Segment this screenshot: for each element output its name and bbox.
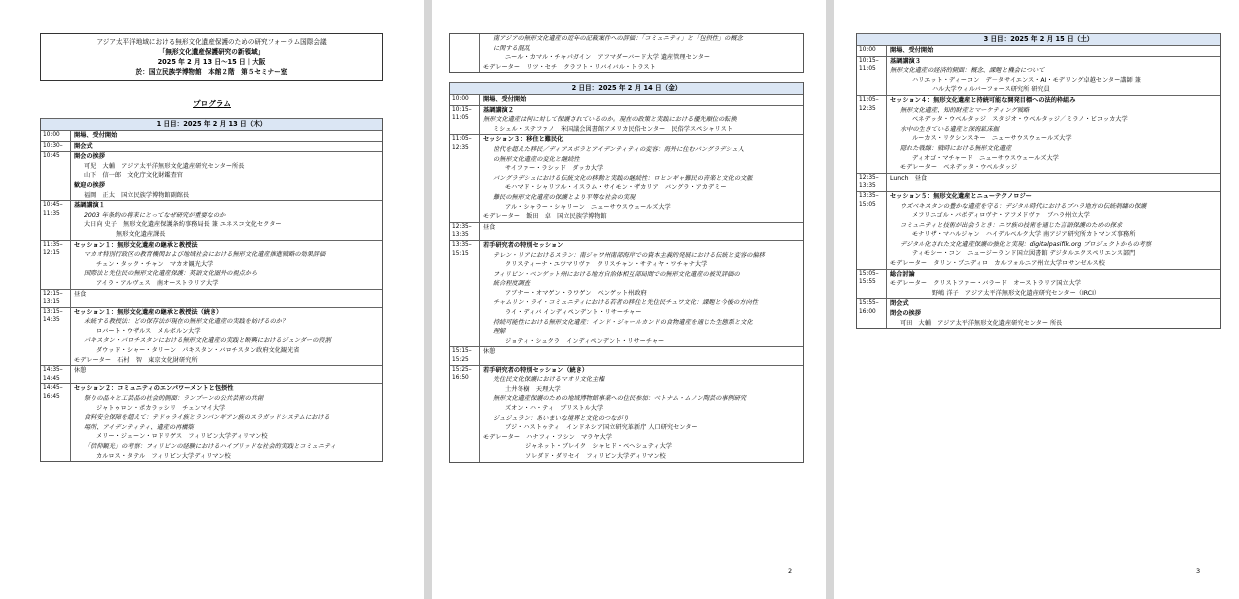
content-cell <box>71 201 382 239</box>
entry-line: ハリエット・ディーコン デ－タサイエンス・AI・モデリング卓越センター講師 兼 <box>912 76 1141 84</box>
entry-line: ウズベキスタンの豊かな遺産を守る：デジタル時代におけるブハラ地方の伝統刺繍の保護 <box>900 202 1147 210</box>
schedule-row <box>450 105 803 135</box>
content-cell <box>71 152 382 200</box>
entry-line: 祭りの品々と工芸品の社会的側面：ランプーンの公共芸術の共創 <box>84 395 264 403</box>
schedule-row <box>450 240 803 347</box>
content-cell <box>480 223 803 240</box>
time-cell: 14:35– 14:45 <box>41 366 71 383</box>
entry-line: 「信仰観光」の考察：フィリピンの経験におけるハイブリッドな社会的実践とコミュニティ <box>84 443 336 450</box>
entry-line: ズオン・ハ・ティ ブリストル大学 <box>505 405 604 412</box>
entry-line: モデレーター タリン・ブニディロ カルフォルニア州立大学ロサンゼルス校 <box>890 260 1105 268</box>
content-cell <box>71 142 382 152</box>
entry-line: 可児 大輔 アジア太平洋無形文化遺産研究センター所長 <box>84 162 245 170</box>
schedule-row <box>857 56 1220 95</box>
schedule-row <box>857 173 1220 191</box>
schedule-row <box>857 298 1220 328</box>
day-heading: 2 日目：2025 年 2 月 14 日（金） <box>450 82 803 94</box>
schedule-row <box>450 346 803 364</box>
entry-line: 持続可能性における無形文化遺産：インド・ジャールカンドの食物遺産を通じた生態系と文化 <box>493 318 753 326</box>
content-cell <box>480 95 803 105</box>
content-cell <box>887 192 1220 269</box>
entry-line: セッション４：無形文化遺産と持続可能な開発目標への法的枠組み <box>890 96 1076 104</box>
content-cell <box>71 366 382 383</box>
time-cell: 10:15– 11:05 <box>857 57 887 95</box>
entry-line: セッション１：無形文化遺産の継承と教授法（続き） <box>74 308 223 316</box>
schedule-row <box>41 365 382 383</box>
entry-line: 開会式 <box>74 142 93 150</box>
entry-line: コミュニティと技術が出会うとき：ニワ族の技術を通じた言語保護のための探求 <box>900 221 1123 229</box>
time-cell: 11:05– 12:35 <box>857 96 887 173</box>
entry-line: カルロス・タテル フィリピン大学ディリマン校 <box>96 452 231 460</box>
entry-line: ニール・カマル・チャパガイン アフマダーバード大学 遺産管理センター <box>505 54 711 62</box>
page-1 <box>0 0 424 599</box>
entry-line: ダウッド・シャー・タリーン パキスタン・バロチスタン政府文化観光省 <box>96 347 300 355</box>
time-cell: 14:45– 16:45 <box>41 384 71 461</box>
entry-line: 開場、受付開始 <box>483 96 527 103</box>
content-cell <box>887 299 1220 328</box>
entry-line: 総合討論 <box>890 270 915 278</box>
program-title: プログラム <box>193 99 231 108</box>
time-cell: 11:35– 12:15 <box>41 241 71 289</box>
entry-line: 開場、受付開始 <box>890 47 934 54</box>
conference-header <box>40 33 383 81</box>
schedule-row <box>450 134 803 221</box>
entry-line: モデレーター ハナフィ・フシン マラヤ大学 <box>483 433 612 441</box>
page-3 <box>834 0 1239 599</box>
schedule-row <box>857 269 1220 299</box>
schedule-row <box>450 94 803 105</box>
entry-line: ミシェル・ステファノ 米国議会図書館アメリカ民俗センター 民俗学スペシャリスト <box>493 125 734 133</box>
day-heading: 1 日目：2025 年 2 月 13 日（木） <box>41 118 382 130</box>
schedule-table-day1 <box>40 118 383 462</box>
entry-line: ロバート・ウザルス メルボルン大学 <box>96 327 201 335</box>
entry-line: ルーカス・リクシンスキー ニューサウスウェールズ大学 <box>912 135 1072 143</box>
entry-line: 開会の挨拶 <box>74 153 105 161</box>
time-cell: 12:35– 13:35 <box>450 223 480 240</box>
content-cell <box>480 366 803 462</box>
entry-line: パキスタン・バロチスタンにおける無形文化遺産の実践と断興におけるジェンダーの役割 <box>84 337 331 345</box>
page-2 <box>432 0 826 599</box>
content-cell <box>71 131 382 141</box>
entry-line: 無形文化遺産の経済的側面：概念、課題と機会について <box>890 67 1045 75</box>
schedule-row <box>41 289 382 307</box>
entry-line: の無形文化遺産の変化と継続性 <box>493 155 580 163</box>
entry-line: ジョティ・シュクラ インディペンデント・リサーチャー <box>505 337 665 345</box>
schedule-row <box>41 151 382 200</box>
content-cell <box>480 34 803 72</box>
entry-line: チャムリン・ライ・コミュニティにおける若者の移住と先住民チュワ文化：課題と今後の方向性 <box>493 299 758 307</box>
entry-line: チェン・タック・チャン マカオ観光大学 <box>96 260 214 268</box>
time-cell: 10:15– 11:05 <box>450 106 480 135</box>
entry-line: に関する混乱 <box>493 44 531 52</box>
time-cell: 13:35– 15:15 <box>450 241 480 347</box>
entry-line: 可田 大輔 アジア太平洋無形文化遺産研究センター 所長 <box>900 319 1063 327</box>
entry-line: 国際法と先住民の無形文化遺産保護：英語文化圏外の視点から <box>84 270 258 278</box>
entry-line: テレン・リアにおけるスラン：南ジャワ州南部海岸での資本主義的発展における伝統と変容の偏移 <box>493 251 765 259</box>
entry-line: 場所、アイデンティティ、遺産の再構築 <box>84 423 194 431</box>
content-cell <box>887 96 1220 173</box>
entry-line: モデレーター クリストファー・バラード オーストラリア国立大学 <box>890 280 1081 288</box>
entry-line: ソレダド・ダリセイ フィリピン大学ディリマン校 <box>525 452 666 460</box>
entry-line: モナリザ・マハルジャン ハイデルベルク大学 南アジア研究所カトマンズ事務所 <box>912 231 1136 239</box>
entry-line: 休憩 <box>74 367 87 375</box>
schedule-row <box>450 365 803 462</box>
entry-line: 基調講演１ <box>74 202 105 210</box>
entry-line: 統合程度調査 <box>493 280 531 288</box>
entry-line: 昼食 <box>483 223 496 231</box>
entry-line: 食料安全保障を超えて：テドゥライ族とランバンギアン族のスラガッドシステムにおける <box>84 414 330 422</box>
entry-line: 無形文化遺産は何に対して保護されているのか。現在の政策と実践における優先順位の転換 <box>483 116 737 124</box>
schedule-table-day3 <box>856 33 1221 329</box>
entry-line: 歓迎の挨拶 <box>74 181 105 189</box>
entry-line: アイラ・アルヴェス 南オーストラリア大学 <box>96 279 219 287</box>
entry-line: セッション３：移住と難民化 <box>483 136 564 144</box>
schedule-row <box>857 45 1220 56</box>
entry-line: 山下 信一郎 文化庁文化財鑑査官 <box>84 172 183 180</box>
time-cell: 10:45 <box>41 152 71 200</box>
day-heading: 3 日目：2025 年 2 月 15 日（土） <box>857 33 1220 45</box>
entry-line: 理解 <box>493 328 506 336</box>
entry-line: 未統する教授法：どの保存法が現在の無形文化遺産の実践を妨げるのか？ <box>84 318 289 326</box>
entry-line: ハル大学ウィルバーフォース研究所 研究員 <box>932 86 1050 94</box>
time-cell: 12:35– 13:35 <box>857 174 887 191</box>
entry-line: 土井冬樹 天理大学 <box>505 385 561 393</box>
entry-line: クリスティーナ・ユツマリヴァ クリスチャン・サティヤ・ワチャナ大学 <box>505 261 708 269</box>
entry-line: 休憩 <box>483 348 496 356</box>
entry-line: ディオゴ・マチャード ニューサウスウェールズ大学 <box>912 154 1059 162</box>
time-cell: 13:35– 15:05 <box>857 192 887 269</box>
time-cell: 10:45– 11:35 <box>41 201 71 239</box>
entry-line: フィリピン・ベンゲット州における地方自治体相互部局間での無形文化遺産の被災評価の <box>493 270 740 278</box>
entry-line: モデレーター リツ・セチ クラフト・リバイバル・トラスト <box>483 63 656 71</box>
time-cell <box>450 34 480 72</box>
entry-line: ベネデッタ・ウベルタッジ スタジオ・ウベルタッジ／ミラノ・ビコッカ大学 <box>912 116 1128 124</box>
entry-line: セッション２：コミュニティのエンパワーメントと包摂性 <box>74 385 234 393</box>
time-cell: 15:55– 16:00 <box>857 299 887 328</box>
entry-line: サイファー・ラシッド ダッカ大学 <box>505 165 604 173</box>
entry-line: アブナー・オマゲン・ラワゲン ベンゲット州政府 <box>505 289 647 297</box>
entry-line: 若手研究者の特別セッション（続き） <box>483 366 589 374</box>
content-cell <box>480 106 803 135</box>
entry-line: モデレーター 飯田 卓 国立民族学博物館 <box>483 213 607 221</box>
time-cell: 10:00 <box>857 46 887 56</box>
content-cell <box>887 270 1220 299</box>
entry-line: 福岡 正太 国立民族学博物館副館長 <box>84 191 190 199</box>
entry-line: デジタル化された文化遺産保護の強化と実現：digitalpasifik.org プロジェクトからの考察 <box>900 240 1152 248</box>
content-cell <box>480 241 803 347</box>
content-cell <box>71 308 382 366</box>
schedule-row <box>41 383 382 461</box>
schedule-row <box>857 191 1220 269</box>
schedule-row <box>450 222 803 240</box>
entry-line: 水中の生きている遺産と深海鉱床掘 <box>900 125 999 133</box>
entry-line: 開場、受付開始 <box>74 132 118 139</box>
schedule-row <box>450 34 803 72</box>
entry-line: ジャトゥロン・ポカラッシリ チェンマイ大学 <box>96 404 226 412</box>
header-line-3: 2025 年 2 月 13 日〜15 日｜大阪 <box>157 58 266 66</box>
entry-line: マカオ特別行政区の教育機関および地域社会における無形文化遺産推進戦略の効果評価 <box>84 251 326 259</box>
entry-line: セッション５：無形文化遺産とニューテクノロジー <box>890 192 1032 200</box>
entry-line: 2003 年条約の将来にとってなぜ研究が重要なのか <box>84 211 226 219</box>
time-cell: 13:15– 14:35 <box>41 308 71 366</box>
schedule-table-day2 <box>449 82 804 463</box>
entry-line: 基調講演２ <box>483 106 514 114</box>
entry-line: 無形文化遺産保護のための地域博物館事業への住民参加：ベトナム・ムノン陶芸の事例研究 <box>493 395 747 403</box>
entry-line: モハマド・シャリフル・イスラム・サイモン・ザカリア バングラ・アカデミー <box>505 184 727 192</box>
content-cell <box>71 384 382 461</box>
entry-line: Lunch 昼食 <box>890 174 928 182</box>
schedule-row <box>41 307 382 366</box>
time-cell: 10:30– <box>41 142 71 152</box>
entry-line: ジュジュラン：あいまいな境界と文化のつながり <box>493 414 629 422</box>
entry-line: 世代を超えた移民／ディアスポラとアイデンティティの変容：海外に住むバングラデシュ人 <box>493 145 744 153</box>
entry-line: 若手研究者の特別セッション <box>483 241 564 249</box>
entry-line: 無形文化遺産課長 <box>116 230 166 238</box>
time-cell: 15:05– 15:55 <box>857 270 887 299</box>
content-cell <box>887 174 1220 191</box>
content-cell <box>480 135 803 221</box>
time-cell: 12:15– 13:15 <box>41 290 71 307</box>
entry-line: アル・シャラー・シャリーン ニューサウスウェールズ大学 <box>505 203 671 211</box>
page-number: 3 <box>1196 567 1201 575</box>
header-line-2: 「無形文化遺産保護研究の新領域」 <box>158 48 265 56</box>
entry-line: ティモシー・コン ニュージーランド国立図書館 デジタルエクスペリエンス部門 <box>912 250 1136 258</box>
entry-line: 基調講演３ <box>890 57 921 65</box>
header-line-1: アジア太平洋地域における無形文化遺産保護のための研究フォーラム国際会議 <box>96 38 327 46</box>
time-cell: 15:25– 16:50 <box>450 366 480 462</box>
content-cell <box>480 347 803 364</box>
entry-line: 閉会の挨拶 <box>890 310 921 318</box>
entry-line: 閉会式 <box>890 300 909 308</box>
entry-line: 隠れた戦線：戦時における無形文化遺産 <box>900 144 1012 152</box>
entry-line: 難民の無形文化遺産の保護とより平等な社会の実現 <box>493 193 636 201</box>
content-cell <box>71 290 382 307</box>
schedule-row <box>41 130 382 141</box>
entry-line: バングラデシュにおける伝統文化の移動と実践の継続性：ロヒンギャ難民の音楽と文化の文脈 <box>493 174 753 182</box>
schedule-row <box>857 95 1220 173</box>
content-cell <box>887 46 1220 56</box>
entry-line: 昼食 <box>74 290 87 298</box>
entry-line: 大日向 史子 無形文化遺産保護条約事務局長 兼 ユネスコ文化セクター <box>84 221 282 229</box>
entry-line: 南アジアの無形文化遺産の近年の記載案件への評価：「コミュニティ」と「包摂性」の概念 <box>493 35 743 42</box>
entry-line: メリー・ジェーン・ロドリゲス フィリピン大学ディリマン校 <box>96 433 268 441</box>
schedule-row <box>41 200 382 239</box>
entry-line: 無形文化遺産、知的財産とマーケティング戦略 <box>900 106 1030 114</box>
entry-line: 先住民文化保護におけるマオリ文化主権 <box>493 376 605 384</box>
entry-line: 野嶋 洋子 アジア太平洋無形文化遺産研究センター（IRCI） <box>932 289 1101 297</box>
entry-line: ジャネット・ブレイク シャヒド・ベヘシュティ大学 <box>525 443 672 451</box>
schedule-row <box>41 141 382 152</box>
schedule-continuation <box>449 33 804 73</box>
time-cell: 15:15– 15:25 <box>450 347 480 364</box>
time-cell: 10:00 <box>450 95 480 105</box>
content-cell <box>887 57 1220 95</box>
entry-line: ライ・ディバ インディペンデント・リサーチャー <box>505 309 642 317</box>
page-number: 2 <box>788 567 793 575</box>
entry-line: モデレーター 石村 智 東京文化財研究所 <box>74 356 198 364</box>
time-cell: 10:00 <box>41 131 71 141</box>
time-cell: 11:05– 12:35 <box>450 135 480 221</box>
header-line-4: 於：国立民族学博物館 本館２階 第５セミナー室 <box>135 68 288 76</box>
schedule-row <box>41 240 382 289</box>
entry-line: モデレーター ベネデッタ・ウベルタッジ <box>900 164 1018 172</box>
content-cell <box>71 241 382 289</box>
entry-line: メフリニゴル・バボディロヴナ・アフメドヴァ ブハラ州立大学 <box>912 212 1090 220</box>
entry-line: ブジ・ハストゥティ インドネシア国立研究革新庁 人口研究センター <box>505 424 698 432</box>
entry-line: セッション１：無形文化遺産の継承と教授法 <box>74 241 198 249</box>
